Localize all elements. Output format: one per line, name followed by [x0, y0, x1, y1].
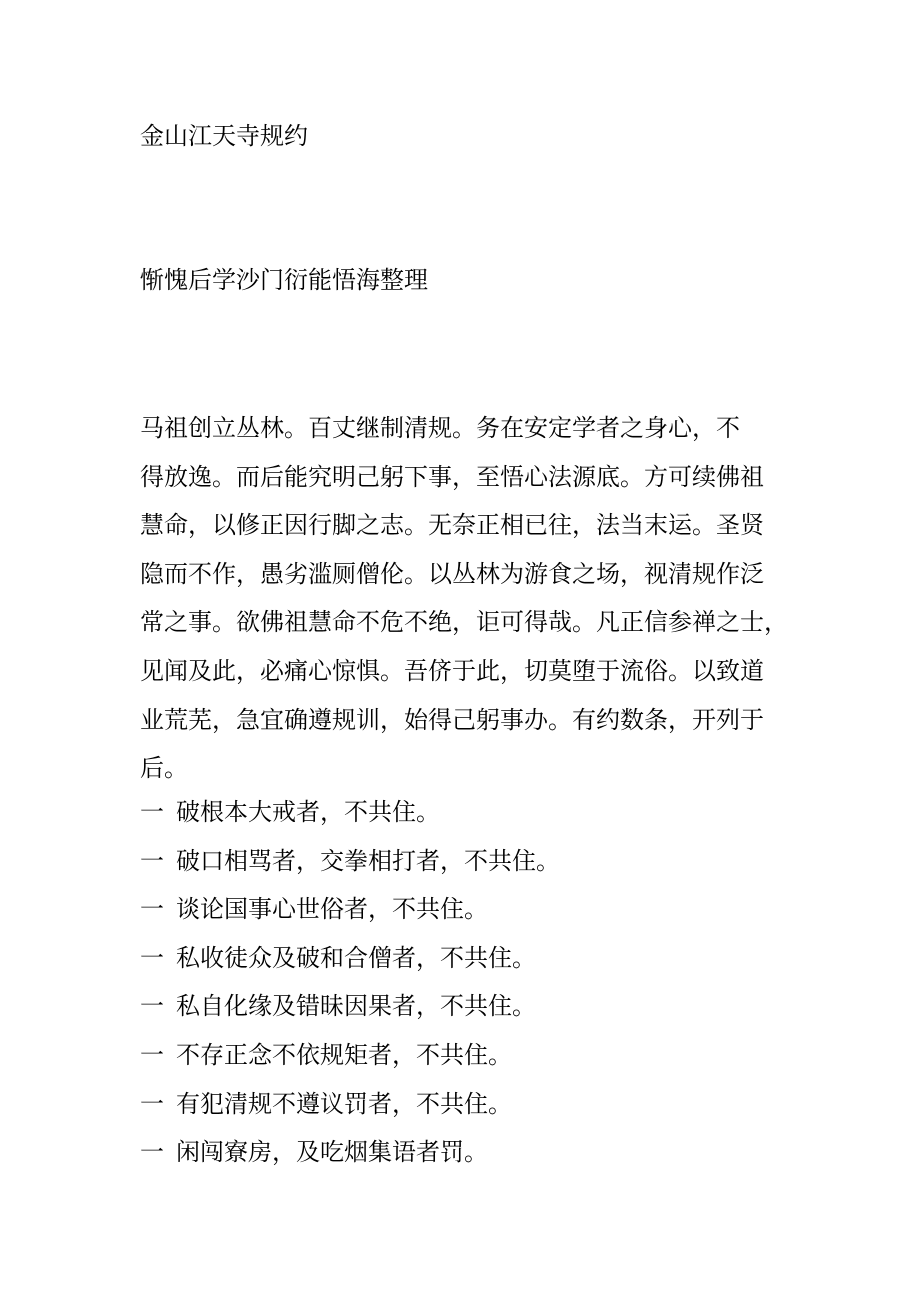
preface-paragraph	[140, 404, 788, 793]
rule-item	[140, 982, 780, 1031]
rule-item	[140, 788, 780, 837]
preface-line: 马祖创立丛林。百丈继制清规。务在安定学者之身心，不	[140, 414, 740, 442]
rule-item	[140, 1080, 780, 1129]
rule-item	[140, 885, 780, 934]
rule-text: 有犯清规不遵议罚者，不共住。	[176, 1089, 512, 1118]
preface-line: 见闻及此，必痛心惊惧。吾侪于此，切莫堕于流俗。以致道	[140, 656, 764, 685]
document-subtitle: 惭愧后学沙门衍能悟海整理	[140, 266, 428, 294]
rule-bullet: 一	[140, 895, 164, 924]
rule-item	[140, 934, 780, 983]
rule-bullet: 一	[140, 798, 164, 826]
preface-line: 业荒芜，急宜确遵规训，始得己躬事办。有约数条，开列于	[140, 705, 764, 734]
rule-bullet: 一	[140, 992, 164, 1021]
rule-bullet: 一	[140, 846, 164, 875]
rule-text: 私自化缘及错昧因果者，不共住。	[176, 992, 536, 1021]
rules-list	[140, 788, 780, 1177]
rule-bullet: 一	[140, 1040, 164, 1069]
preface-line: 常之事。欲佛祖慧命不危不绝，讵可得哉。凡正信参禅之士，	[140, 608, 788, 637]
preface-line: 得放逸。而后能究明己躬下事，至悟心法源底。方可续佛祖	[140, 462, 764, 491]
rule-bullet: 一	[140, 1138, 164, 1167]
rule-item	[140, 1128, 780, 1177]
document-title: 金山江天寺规约	[140, 122, 308, 150]
rule-item	[140, 837, 780, 886]
preface-line: 后。	[140, 754, 188, 783]
rule-bullet: 一	[140, 943, 164, 972]
rule-text: 私收徒众及破和合僧者，不共住。	[176, 943, 536, 972]
rule-text: 闲闯寮房，及吃烟集语者罚。	[176, 1138, 488, 1167]
rule-text: 破口相骂者，交拳相打者，不共住。	[176, 846, 560, 875]
rule-text: 不存正念不依规矩者，不共住。	[176, 1040, 512, 1069]
rule-text: 破根本大戒者，不共住。	[176, 798, 440, 826]
preface-line: 慧命，以修正因行脚之志。无奈正相已往，法当末运。圣贤	[140, 511, 764, 540]
rule-text: 谈论国事心世俗者，不共住。	[176, 895, 488, 924]
rule-item	[140, 1031, 780, 1080]
preface-line: 隐而不作，愚劣滥厕僧伦。以丛林为游食之场，视清规作泛	[140, 559, 764, 588]
rule-bullet: 一	[140, 1089, 164, 1118]
